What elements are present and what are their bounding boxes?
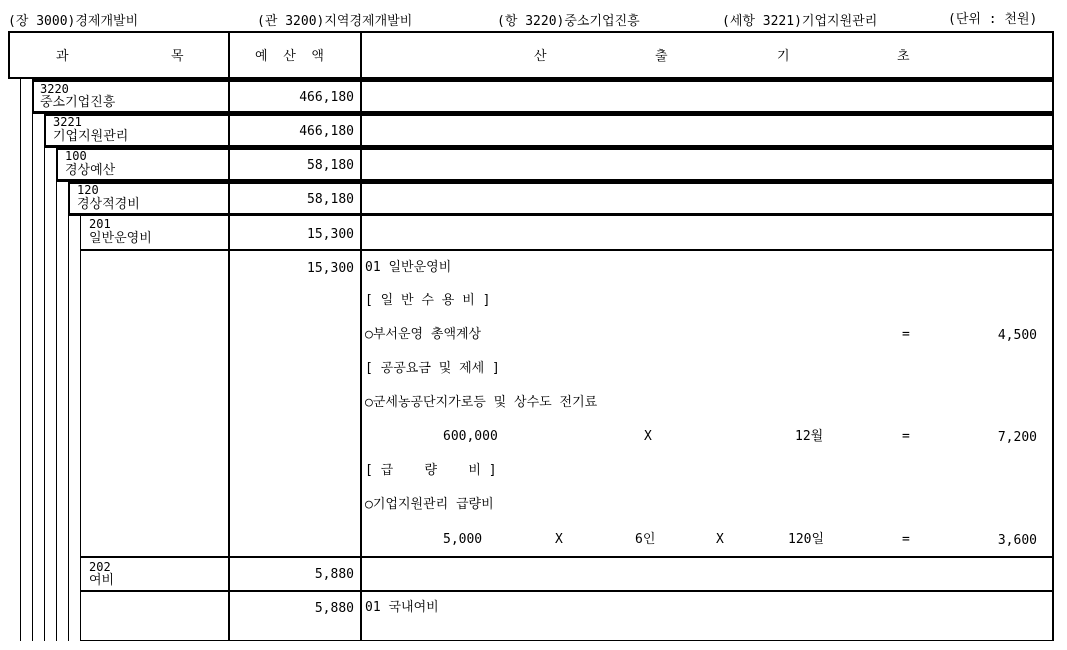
table-right-border — [1052, 31, 1054, 641]
row-border — [68, 181, 1054, 184]
col-basis-1: 산 — [534, 49, 547, 64]
header-jang: (장 3000)경제개발비 — [8, 14, 139, 29]
row-border — [32, 79, 1054, 82]
row-code: 202 — [89, 560, 111, 574]
tree-line-5 — [68, 181, 69, 641]
col-budget: 예 산 액 — [255, 49, 324, 64]
row-amount: 15,300 — [307, 227, 354, 242]
detail-value: 3,600 — [997, 533, 1037, 548]
detail-factor: 120일 — [788, 532, 825, 547]
tree-line-4 — [56, 147, 57, 641]
col-basis-2: 출 — [655, 49, 668, 64]
header-unit: (단위 : 천원) — [948, 12, 1038, 27]
row-border — [80, 249, 1054, 251]
box-edge — [32, 79, 34, 114]
col-basis-4: 초 — [897, 49, 910, 64]
detail-amount: 5,880 — [314, 601, 354, 616]
row-border — [68, 213, 1054, 216]
row-name: 일반운영비 — [89, 231, 152, 246]
detail-value: 4,500 — [997, 328, 1037, 343]
equals-sign: = — [902, 532, 910, 547]
detail-factor: 600,000 — [443, 429, 498, 444]
detail-item: ○기업지원관리 급량비 — [365, 497, 494, 512]
col-gwa: 과 — [56, 49, 69, 64]
row-border — [80, 640, 1054, 641]
box-edge — [44, 113, 46, 148]
col-mok: 목 — [171, 49, 184, 64]
row-border — [80, 556, 1054, 558]
row-code: 3221 — [53, 115, 82, 129]
box-edge — [56, 147, 58, 182]
row-border — [80, 590, 1054, 592]
detail-title: 01 일반운영비 — [365, 260, 452, 275]
row-name: 경상적경비 — [77, 197, 140, 212]
detail-factor: 12월 — [795, 429, 824, 444]
row-name: 기업지원관리 — [53, 129, 129, 144]
row-amount: 5,880 — [314, 567, 354, 582]
table-top-border — [8, 31, 1054, 33]
row-amount: 466,180 — [299, 90, 354, 105]
table-left-border — [8, 31, 10, 79]
col-divider-1 — [228, 31, 230, 641]
col-basis-3: 기 — [777, 49, 790, 64]
equals-sign: = — [902, 429, 910, 444]
row-name: 여비 — [89, 573, 115, 588]
row-border — [44, 113, 1054, 116]
row-amount: 466,180 — [299, 124, 354, 139]
row-name: 경상예산 — [65, 163, 116, 178]
tree-line-3 — [44, 113, 45, 641]
tree-line-2 — [32, 79, 33, 641]
multiply-sign: X — [644, 429, 652, 444]
detail-section: [ 일 반 수 용 비 ] — [365, 293, 491, 308]
equals-sign: = — [902, 327, 910, 342]
header-gwan: (관 3200)지역경제개발비 — [257, 14, 413, 29]
multiply-sign: X — [716, 532, 724, 547]
detail-factor: 6인 — [635, 532, 656, 547]
detail-title: 01 국내여비 — [365, 600, 439, 615]
detail-section: [ 급 량 비 ] — [365, 463, 497, 478]
detail-item: ○부서운영 총액계상 — [365, 327, 482, 342]
row-code: 100 — [65, 149, 87, 163]
detail-item: ○군세농공단지가로등 및 상수도 전기료 — [365, 395, 598, 410]
detail-amount: 15,300 — [307, 261, 354, 276]
row-name: 중소기업진흥 — [40, 95, 116, 110]
row-border — [56, 147, 1054, 150]
row-code: 120 — [77, 183, 99, 197]
detail-section: [ 공공요금 및 제세 ] — [365, 361, 500, 376]
row-amount: 58,180 — [307, 192, 354, 207]
multiply-sign: X — [555, 532, 563, 547]
row-code: 201 — [89, 217, 111, 231]
tree-line-1 — [20, 79, 21, 641]
col-divider-2 — [360, 31, 362, 641]
tree-line-6 — [80, 215, 81, 641]
header-hang: (항 3220)중소기업진흥 — [497, 14, 640, 29]
header-sehang: (세항 3221)기업지원관리 — [722, 14, 878, 29]
detail-value: 7,200 — [997, 430, 1037, 445]
row-amount: 58,180 — [307, 158, 354, 173]
box-edge — [68, 181, 70, 216]
row-code: 3220 — [40, 82, 69, 96]
detail-factor: 5,000 — [443, 532, 483, 547]
